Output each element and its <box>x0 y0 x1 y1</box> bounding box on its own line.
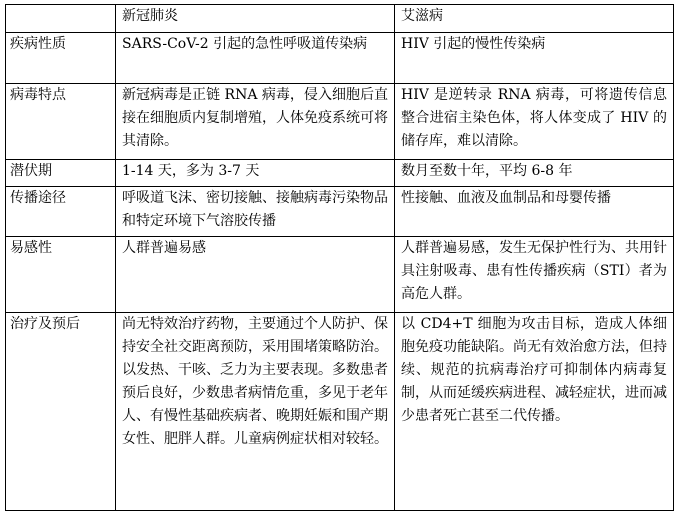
hiv-cell: 数月至数十年，平均 6-8 年 <box>395 160 674 187</box>
row-label: 潜伏期 <box>6 160 116 187</box>
row-label: 易感性 <box>6 237 116 313</box>
hiv-cell: HIV 引起的慢性传染病 <box>395 33 674 84</box>
table-row <box>6 187 674 237</box>
table-row <box>6 313 674 511</box>
hiv-cell: 性接触、血液及血制品和母婴传播 <box>395 187 674 237</box>
comparison-table <box>5 4 674 511</box>
row-label: 治疗及预后 <box>6 313 116 511</box>
header-empty-cell <box>6 5 116 33</box>
table-row <box>6 33 674 84</box>
row-label: 疾病性质 <box>6 33 116 84</box>
covid-cell: SARS-CoV-2 引起的急性呼吸道传染病 <box>116 33 395 84</box>
covid-cell: 1-14 天，多为 3-7 天 <box>116 160 395 187</box>
table-row <box>6 160 674 187</box>
hiv-cell: 人群普遍易感，发生无保护性行为、共用针具注射吸毒、患有性传播疾病（STI）者为高危人群。 <box>395 237 674 313</box>
hiv-cell: HIV 是逆转录 RNA 病毒，可将遗传信息整合进宿主染色体，将人体变成了 HIV 的储存库，难以清除。 <box>395 84 674 160</box>
hiv-cell: 以 CD4+T 细胞为攻击目标，造成人体细胞免疫功能缺陷。尚无有效治愈方法，但持续、规范的抗病毒治疗可抑制体内病毒复制，从而延缓疾病进程、减轻症状，进而减少患者死亡甚至二代传播。 <box>395 313 674 511</box>
row-label: 传播途径 <box>6 187 116 237</box>
covid-cell: 呼吸道飞沫、密切接触、接触病毒污染物品和特定环境下气溶胶传播 <box>116 187 395 237</box>
row-label: 病毒特点 <box>6 84 116 160</box>
table-row <box>6 84 674 160</box>
covid-cell: 新冠病毒是正链 RNA 病毒，侵入细胞后直接在细胞质内复制增殖，人体免疫系统可将其清除。 <box>116 84 395 160</box>
covid-cell: 尚无特效治疗药物，主要通过个人防护、保持安全社交距离预防，采用围堵策略防治。以发热、干咳、乏力为主要表现。多数患者预后良好，少数患者病情危重，多见于老年人、有慢性基础疾病者、晚期妊娠和围产期女性、肥胖人群。儿童病例症状相对较轻。 <box>116 313 395 511</box>
table-header-row <box>6 5 674 33</box>
table-row <box>6 237 674 313</box>
covid-cell: 人群普遍易感 <box>116 237 395 313</box>
header-covid: 新冠肺炎 <box>116 5 395 33</box>
header-hiv: 艾滋病 <box>395 5 674 33</box>
